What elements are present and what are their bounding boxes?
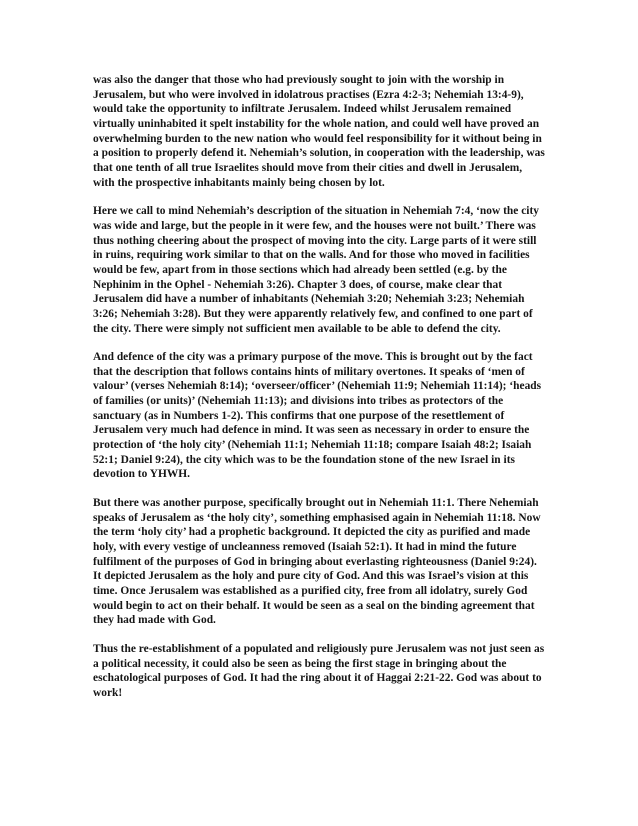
paragraph-2: Here we call to mind Nehemiah’s description of the situation in Nehemiah 7:4, ‘now the city was wide and large, but the people in it were few, and the houses were not built.’ There was thus nothing cheering about the prospect of moving into the city. Large parts of it were still in ruins, requiring work similar to that on the walls. And for those who moved in facilities would be few, apart from in those sections which had already been settled (e.g. by the Nephinim in the Ophel - Nehemiah 3:26). Chapter 3 does, of course, make clear that Jerusalem did have a number of inhabitants (Nehemiah 3:20; Nehemiah 3:23; Nehemiah 3:26; Nehemiah 3:28). But they were apparently relatively few, and confined to one part of the city. There were simply not sufficient men available to be able to defend the city. (93, 205, 540, 335)
paragraph-5: Thus the re-establishment of a populated and religiously pure Jerusalem was not just seen as a political necessity, it could also be seen as being the first stage in bringing about the eschatological purposes of God. It had the ring about it of Haggai 2:21-22. God was about to work! (93, 642, 545, 699)
paragraph-1: was also the danger that those who had previously sought to join with the worship in Jerusalem, but who were involved in idolatrous practises (Ezra 4:2-3; Nehemiah 13:4-9), would take the opportunity to infiltrate Jerusalem. Indeed whilst Jerusalem remained virtually uninhabited it spelt instability for the whole nation, and could well have proved an overwhelming burden to the new nation who would feel responsibility for it without being in a position to properly defend it. Nehemiah’s solution, in cooperation with the leadership, was that one tenth of all true Israelites should move from their cities and dwell in Jerusalem, with the prospective inhabitants mainly being chosen by lot. (93, 74, 545, 189)
paragraph-3: And defence of the city was a primary purpose of the move. This is brought out by the fact that the description that follows contains hints of military overtones. It speaks of ‘men of valour’ (verses Nehemiah 8:14); ‘overseer/officer’ (Nehemiah 11:9; Nehemiah 11:14); ‘heads of families (or units)’ (Nehemiah 11:13); and divisions into tribes as protectors of the sanctuary (as in Numbers 1-2). This confirms that one purpose of the resettlement of Jerusalem very much had defence in mind. It was seen as necessary in order to ensure the protection of ‘the holy city’ (Nehemiah 11:1; Nehemiah 11:18; compare Isaiah 48:2; Isaiah 52:1; Daniel 9:24), the city which was to be the foundation stone of the new Israel in its devotion to YHWH. (93, 351, 542, 481)
paragraph-4: But there was another purpose, specifically brought out in Nehemiah 11:1. There Nehemiah speaks of Jerusalem as ‘the holy city’, something emphasised again in Nehemiah 11:18. Now the term ‘holy city’ had a prophetic background. It depicted the city as purified and made holy, with every vestige of uncleanness removed (Isaiah 52:1). It had in mind the future fulfilment of the purposes of God in bringing about everlasting righteousness (Daniel 9:24). It depicted Jerusalem as the holy and pure city of God. And this was Israel’s vision at this time. Once Jerusalem was established as a purified city, free from all idolatry, surely God would begin to act on their behalf. It would be seen as a seal on the binding agreement that they had made with God. (93, 497, 541, 627)
document-page (93, 73, 545, 701)
